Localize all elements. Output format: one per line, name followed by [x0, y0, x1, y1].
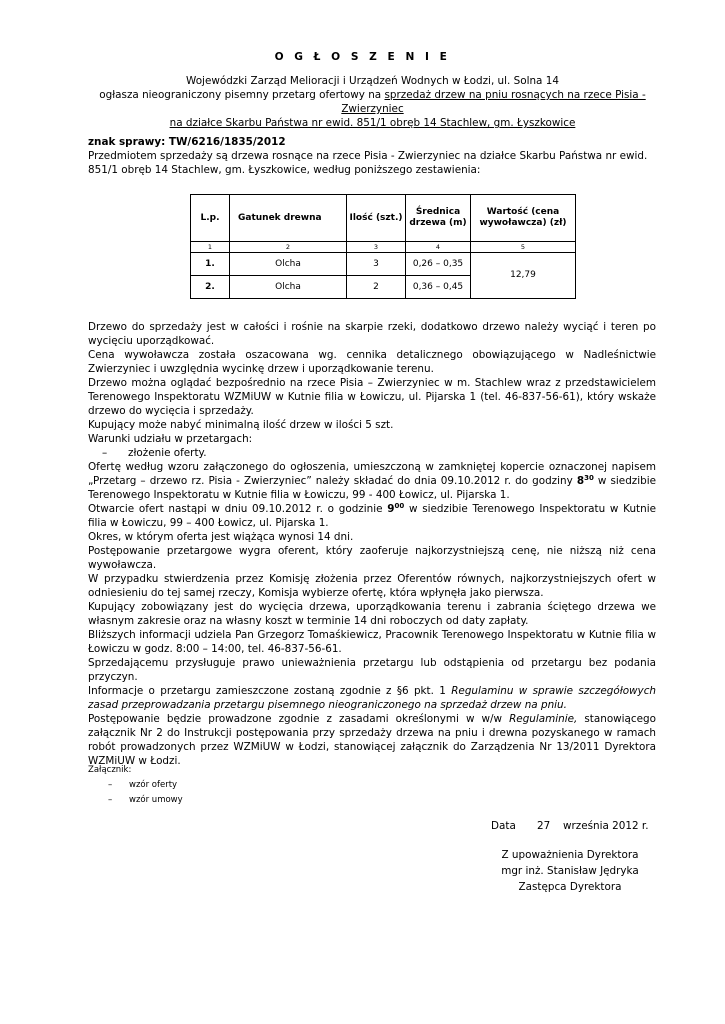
total-value: 12,79 [471, 253, 576, 299]
dash-bullet-icon: – [102, 447, 108, 459]
signature-line-2: mgr inż. Stanisław Jędryka [501, 865, 639, 877]
attachments [88, 763, 183, 808]
paragraph-offer-deadline: Ofertę według wzoru załączonego do ogłoszenia, umieszczoną w zamkniętej kopercie oznaczonej napisem „Przetarg – drzewo rz. Pisia - Zwierzyniec” należy składać do dnia 09.10.2012 r. do godziny $8^{30}$ w siedzibie Terenowego Inspektoratu w Kutnie filia w Łowiczu, 99 - 400 Łowicz, ul. Pijarska 1. [88, 461, 657, 501]
paragraph-offer-opening: Otwarcie ofert nastąpi w dniu 09.10.2012 r. o godzinie $9^{00}$ w siedzibie Terenowego Inspektoratu w Kutnie filia w Łowiczu, 99 – 400 Łowicz, ul. Pijarska 1. [88, 502, 656, 529]
paragraph: Okres, w którym oferta jest wiążąca wynosi 14 dni. [88, 531, 354, 543]
header-line-3: na działce Skarbu Państwa nr ewid. 851/1 obręb 14 Stachlew, gm. Łyszkowice [169, 117, 576, 129]
header-lp: L.p. [191, 195, 230, 242]
signature-line-3: Zastępca Dyrektora [518, 881, 622, 893]
table-number-row [191, 242, 576, 253]
paragraph: Kupujący może nabyć minimalną ilość drzew w ilości 5 szt. [88, 419, 394, 431]
column-number: 4 [406, 242, 471, 253]
row-species: Olcha [230, 253, 347, 276]
table-header-row [191, 195, 576, 242]
header-line-2: ogłasza nieograniczony pisemny przetarg ofertowy na sprzedaż drzew na pniu rosnących na rzece Pisia - Zwierzyniec [99, 89, 646, 115]
paragraph: Warunki udziału w przetargach: [88, 433, 253, 445]
announcement-header [70, 74, 675, 130]
attachment-item: – wzór umowy [88, 793, 183, 808]
signature-line-1: Z upoważnienia Dyrektora [501, 849, 639, 861]
paragraph: Bliższych informacji udziela Pan Grzegorz Tomaśkiewicz, Pracownik Terenowego Inspektoratu w Kutnie filia w Łowiczu w godz. 8:00 – 14:00, tel. 46-837-56-61. [88, 629, 656, 655]
signature-block [495, 847, 645, 895]
announcement-body [88, 320, 656, 768]
column-number: 1 [191, 242, 230, 253]
row-diameter: 0,36 – 0,45 [406, 276, 471, 299]
paragraph: Cena wywoławcza została oszacowana wg. cennika detalicznego obowiązującego w Nadleśnictwie Zwierzyniec i uwzględnia wycinkę drzew i uporządkowanie terenu. [88, 349, 656, 375]
table-row [191, 253, 576, 276]
date-label: Data [491, 820, 516, 832]
column-number: 5 [471, 242, 576, 253]
header-value: Wartość (cena wywoławcza) (zł) [471, 195, 576, 242]
paragraph-regulation: Informacje o przetargu zamieszczone zostaną zgodnie z §6 pkt. 1 Regulaminu w sprawie szczegółowych zasad przeprowadzania przetargu pisemnego nieograniczonego na sprzedaż drzew na pniu. [88, 685, 656, 711]
dash-bullet-icon: – [108, 780, 113, 790]
condition-list-item: – złożenie oferty. [102, 447, 207, 459]
column-number: 3 [347, 242, 406, 253]
intro-paragraph: Przedmiotem sprzedaży są drzewa rosnące na rzece Pisia - Zwierzyniec na działce Skarbu Państwa nr ewid. 851/1 obręb 14 Stachlew, gm. Łyszkowice, według poniższego zestawienia: [88, 150, 648, 176]
row-species: Olcha [230, 276, 347, 299]
date-month-year: września 2012 r. [563, 820, 649, 832]
timber-table [190, 194, 576, 299]
dash-bullet-icon: – [108, 795, 113, 805]
header-qty: Ilość (szt.) [347, 195, 406, 242]
row-lp: 1. [191, 253, 230, 276]
row-lp: 2. [191, 276, 230, 299]
paragraph: Drzewo do sprzedaży jest w całości i rośnie na skarpie rzeki, dodatkowo drzewo należy wyciąć i teren po wycięciu uporządkować. [88, 321, 656, 347]
paragraph: Sprzedającemu przysługuje prawo unieważnienia przetargu lub odstąpienia od przetargu bez podania przyczyn. [88, 657, 656, 683]
date-line [491, 819, 649, 833]
attachments-label: Załącznik: [88, 765, 132, 775]
row-qty: 3 [347, 253, 406, 276]
row-qty: 2 [347, 276, 406, 299]
date-day: 27 [537, 820, 551, 832]
header-line-1: Wojewódzki Zarząd Melioracji i Urządzeń Wodnych w Łodzi, ul. Solna 14 [186, 75, 559, 87]
paragraph-procedure: Postępowanie będzie prowadzone zgodnie z zasadami określonymi w w/w Regulaminie, stanowiącego załącznik Nr 2 do Instrukcji postępowania przy sprzedaży drzewa na pniu i drewna pozyskanego w ramach robót prowadzonych przez WZMiUW w Łodzi, stanowiącej załącznik do Zarządzenia Nr 13/2011 Dyrektora WZMiUW w Łodzi. [88, 713, 656, 767]
page-title: O G Ł O S Z E N I E [274, 51, 451, 63]
column-number: 2 [230, 242, 347, 253]
header-species: Gatunek drewna [230, 195, 347, 242]
paragraph: Kupujący zobowiązany jest do wycięcia drzewa, uporządkowania terenu i zabrania ściętego drzewa we własnym zakresie oraz na własny koszt w terminie 14 dni roboczych od daty zapłaty. [88, 601, 656, 627]
paragraph: W przypadku stwierdzenia przez Komisję złożenia przez Oferentów równych, najkorzystniejszych ofert w odniesieniu do tej samej rzeczy, Komisja wybierze ofertę, która wpłynęła jako pierwsza. [88, 573, 656, 599]
paragraph: Postępowanie przetargowe wygra oferent, który zaoferuje najkorzystniejszą cenę, nie niższą niż cena wywoławcza. [88, 545, 656, 571]
case-number: znak sprawy: TW/6216/1835/2012 [88, 136, 286, 148]
paragraph: Drzewo można oglądać bezpośrednio na rzece Pisia – Zwierzyniec w m. Stachlew wraz z przedstawicielem Terenowego Inspektoratu WZMiUW w Kutnie filia w Łowiczu, ul. Pijarska 1 (tel. 46-837-56-61), który wskaże drzewo do wycięcia i sprzedaży. [88, 377, 656, 417]
header-diameter: Średnica drzewa (m) [406, 195, 471, 242]
attachment-item: – wzór oferty [88, 778, 183, 793]
row-diameter: 0,26 – 0,35 [406, 253, 471, 276]
